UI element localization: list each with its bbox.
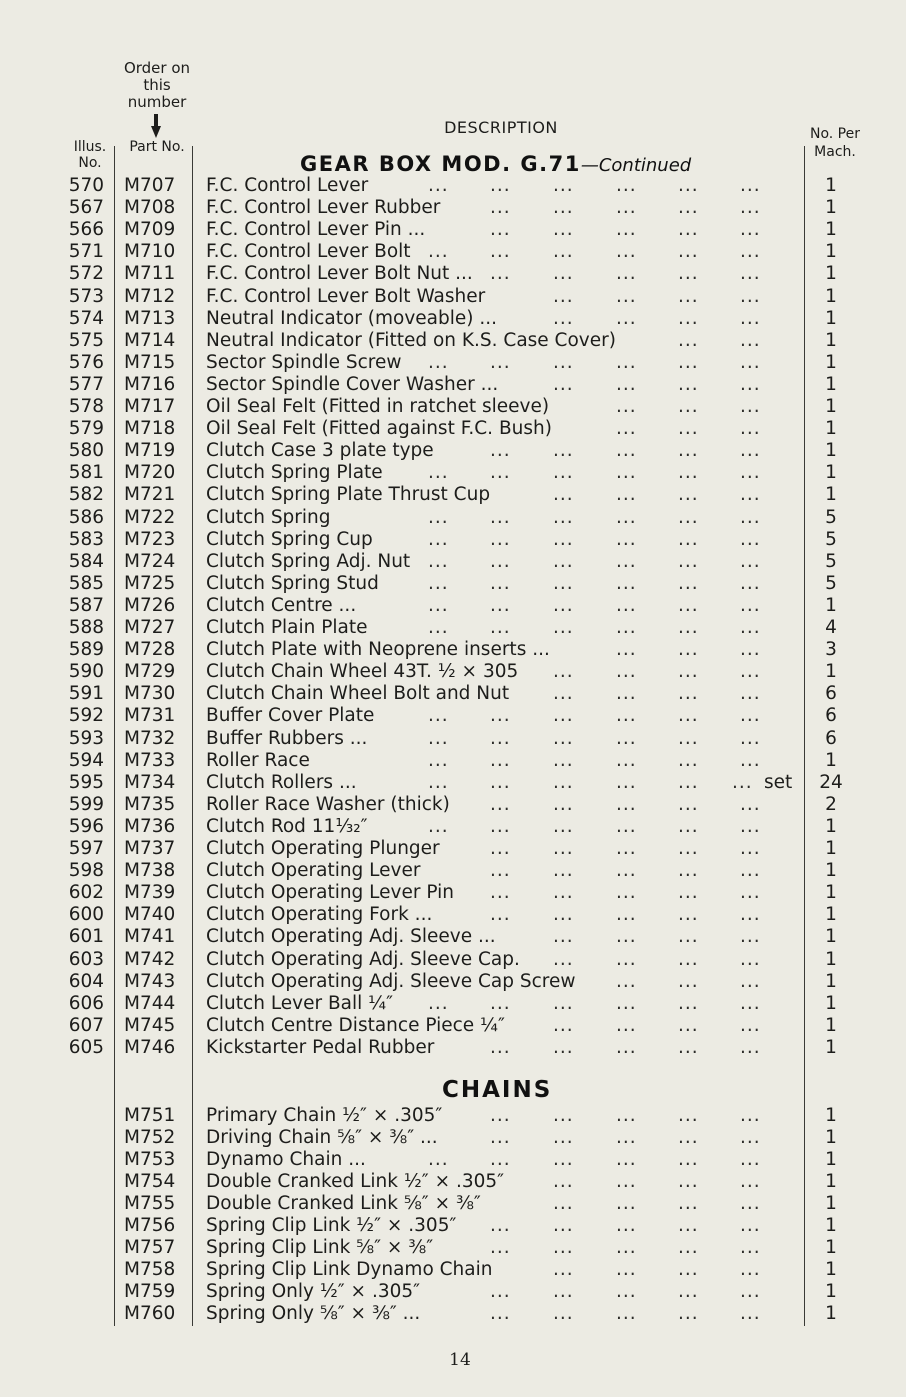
- table-row: M759 Spring Only ½″ × .305″ ... ... ... ... ... 1: [0, 1281, 906, 1303]
- quantity-per-machine: 24: [819, 771, 843, 793]
- part-number: M753: [124, 1149, 176, 1170]
- quantity-per-machine: 1: [825, 484, 837, 506]
- part-description: Roller Race: [206, 749, 310, 771]
- part-description: Spring Only ⅝″ × ⅜″ ...: [206, 1303, 421, 1324]
- table-row: 586 M722 Clutch Spring ... ... ... ... ... ... 5: [0, 507, 906, 529]
- part-number: M738: [124, 860, 176, 882]
- illus-number: 567: [68, 197, 104, 219]
- part-description: Clutch Operating Adj. Sleeve Cap.: [206, 948, 520, 970]
- table-row: 573 M712 F.C. Control Lever Bolt Washer ... ... ... ... 1: [0, 286, 906, 308]
- quantity-per-machine: 1: [825, 307, 837, 329]
- table-row: 584 M724 Clutch Spring Adj. Nut ... ... ... ... ... ... 5: [0, 551, 906, 573]
- part-number: M744: [124, 992, 176, 1014]
- table-row: 582 M721 Clutch Spring Plate Thrust Cup ... ... ... ... 1: [0, 484, 906, 506]
- part-number: M715: [124, 351, 176, 373]
- part-number: M711: [124, 263, 176, 285]
- table-row: 600 M740 Clutch Operating Fork ... ... ... ... ... ... 1: [0, 904, 906, 926]
- table-row: M753 Dynamo Chain ... ... ... ... ... ... ... 1: [0, 1149, 906, 1171]
- table-row: 579 M718 Oil Seal Felt (Fitted against F.C. Bush) ... ... ... 1: [0, 418, 906, 440]
- illus-number: 605: [68, 1036, 104, 1058]
- part-description: Spring Clip Link ½″ × .305″: [206, 1215, 457, 1236]
- part-number: M736: [124, 815, 176, 837]
- part-description: Primary Chain ½″ × .305″: [206, 1105, 443, 1126]
- part-number: M746: [124, 1036, 176, 1058]
- chains-section-title: CHAINS: [442, 1077, 553, 1103]
- part-no-header: Part No.: [129, 139, 185, 155]
- part-number: M713: [124, 307, 176, 329]
- quantity-per-machine: 1: [825, 1014, 837, 1036]
- quantity-per-machine: 4: [825, 617, 837, 638]
- quantity-per-machine: 1: [825, 418, 837, 440]
- table-row: 602 M739 Clutch Operating Lever Pin ... ... ... ... ... 1: [0, 882, 906, 904]
- part-description: Clutch Lever Ball ¼″: [206, 992, 394, 1014]
- quantity-per-machine: 1: [825, 440, 837, 462]
- quantity-per-machine: 6: [825, 727, 837, 749]
- illus-number: 582: [68, 484, 104, 506]
- table-row: M756 Spring Clip Link ½″ × .305″ ... ... ... ... ... 1: [0, 1215, 906, 1237]
- part-description: F.C. Control Lever Pin ...: [206, 219, 426, 241]
- quantity-per-machine: 5: [825, 528, 837, 550]
- part-number: M751: [124, 1105, 176, 1126]
- table-row: 599 M735 Roller Race Washer (thick) ... ... ... ... ... 2: [0, 794, 906, 816]
- part-description: Clutch Chain Wheel Bolt and Nut: [206, 683, 510, 705]
- part-number: M757: [124, 1237, 176, 1258]
- table-row: M751 Primary Chain ½″ × .305″ ... ... ... ... ... 1: [0, 1105, 906, 1127]
- quantity-per-machine: 1: [825, 1127, 837, 1148]
- part-number: M712: [124, 285, 176, 307]
- illus-number: 589: [68, 639, 104, 661]
- arrow-down-icon: [151, 114, 161, 138]
- table-row: 576 M715 Sector Spindle Screw ... ... ... ... ... ... 1: [0, 352, 906, 374]
- part-description: Sector Spindle Cover Washer ...: [206, 373, 499, 395]
- part-number: M734: [124, 771, 176, 793]
- table-row: M757 Spring Clip Link ⅝″ × ⅜″ ... ... ... ... ... 1: [0, 1237, 906, 1259]
- part-description: Buffer Rubbers ...: [206, 727, 368, 749]
- part-description: Spring Clip Link Dynamo Chain: [206, 1259, 493, 1280]
- quantity-per-machine: 1: [825, 462, 837, 484]
- quantity-per-machine: 1: [825, 197, 837, 219]
- part-number: M756: [124, 1215, 176, 1236]
- no-per-mach-header: No. Per Mach.: [809, 126, 860, 160]
- part-description: Clutch Rod 11¹⁄₃₂″: [206, 815, 368, 837]
- part-number: M755: [124, 1193, 176, 1214]
- part-description: Clutch Spring Stud: [206, 572, 379, 594]
- part-description: Double Cranked Link ⅝″ × ⅜″: [206, 1193, 481, 1214]
- part-description: Oil Seal Felt (Fitted in ratchet sleeve): [206, 396, 550, 417]
- part-number: M723: [124, 528, 176, 550]
- part-number: M725: [124, 572, 176, 594]
- part-number: M742: [124, 948, 176, 970]
- part-description: Clutch Centre ...: [206, 594, 357, 616]
- illus-number: 583: [68, 528, 104, 550]
- illus-number: 574: [68, 307, 104, 329]
- table-row: 583 M723 Clutch Spring Cup ... ... ... ... ... ... 5: [0, 529, 906, 551]
- illus-number: 596: [68, 815, 104, 837]
- quantity-per-machine: 1: [825, 1193, 837, 1214]
- illus-number: 579: [68, 418, 104, 440]
- illus-number: 576: [68, 351, 104, 373]
- quantity-per-machine: 1: [825, 1105, 837, 1126]
- part-description: Roller Race Washer (thick): [206, 793, 450, 815]
- illus-number: 592: [68, 705, 104, 727]
- quantity-per-machine: 1: [825, 594, 837, 616]
- illus-number: 598: [68, 860, 104, 882]
- table-row: 593 M732 Buffer Rubbers ... ... ... ... ... ... ... 6: [0, 728, 906, 750]
- table-row: 596 M736 Clutch Rod 11¹⁄₃₂″ ... ... ... ... ... ... 1: [0, 816, 906, 838]
- quantity-per-machine: 1: [825, 241, 837, 263]
- illus-number: 601: [68, 926, 104, 948]
- table-row: 598 M738 Clutch Operating Lever ... ... ... ... ... 1: [0, 860, 906, 882]
- part-description: Spring Only ½″ × .305″: [206, 1281, 421, 1302]
- illus-number: 607: [68, 1014, 104, 1036]
- table-row: 607 M745 Clutch Centre Distance Piece ¼″ ... ... ... ... 1: [0, 1015, 906, 1037]
- part-number: M717: [124, 396, 176, 417]
- part-number: M732: [124, 727, 176, 749]
- table-row: 580 M719 Clutch Case 3 plate type ... ... ... ... ... 1: [0, 440, 906, 462]
- table-row: 595 M734 Clutch Rollers ... ... ... ... ... ... ... set 24: [0, 772, 906, 794]
- part-number: M760: [124, 1303, 176, 1324]
- part-number: M745: [124, 1014, 176, 1036]
- part-number: M752: [124, 1127, 176, 1148]
- part-description: Clutch Rollers ...: [206, 771, 357, 793]
- part-description: F.C. Control Lever: [206, 175, 369, 196]
- table-row: M758 Spring Clip Link Dynamo Chain ... ... ... ... 1: [0, 1259, 906, 1281]
- part-description: Driving Chain ⅝″ × ⅜″ ...: [206, 1127, 438, 1148]
- table-row: 587 M726 Clutch Centre ... ... ... ... ... ... ... 1: [0, 595, 906, 617]
- part-description: Oil Seal Felt (Fitted against F.C. Bush): [206, 418, 552, 440]
- part-description: Clutch Spring Cup: [206, 528, 373, 550]
- quantity-per-machine: 1: [825, 285, 837, 307]
- part-description: Clutch Spring Plate: [206, 462, 383, 484]
- part-number: M728: [124, 639, 176, 661]
- illus-number: 578: [68, 396, 104, 417]
- quantity-per-machine: 1: [825, 1036, 837, 1058]
- quantity-per-machine: 1: [825, 1281, 837, 1302]
- illus-number: 595: [68, 771, 104, 793]
- table-row: 603 M742 Clutch Operating Adj. Sleeve Cap. ... ... ... ... 1: [0, 949, 906, 971]
- part-description: Buffer Cover Plate: [206, 705, 375, 727]
- part-description: Clutch Chain Wheel 43T. ½ × 305: [206, 661, 519, 683]
- quantity-per-machine: 1: [825, 175, 837, 196]
- part-number: M743: [124, 970, 176, 992]
- part-number: M754: [124, 1171, 176, 1192]
- quantity-per-machine: 1: [825, 219, 837, 241]
- table-row: 578 M717 Oil Seal Felt (Fitted in ratchet sleeve) ... ... ... 1: [0, 396, 906, 418]
- quantity-per-machine: 1: [825, 992, 837, 1014]
- quantity-per-machine: 1: [825, 815, 837, 837]
- quantity-per-machine: 5: [825, 506, 837, 528]
- part-number: M707: [124, 175, 176, 196]
- part-number: M741: [124, 926, 176, 948]
- part-number: M724: [124, 550, 176, 572]
- table-row: M752 Driving Chain ⅝″ × ⅜″ ... ... ... ... ... ... 1: [0, 1127, 906, 1149]
- quantity-per-machine: 1: [825, 1149, 837, 1170]
- illus-number: 570: [68, 175, 104, 196]
- quantity-per-machine: 1: [825, 396, 837, 417]
- part-description: Neutral Indicator (Fitted on K.S. Case Cover): [206, 329, 616, 351]
- part-description: Clutch Spring Plate Thrust Cup: [206, 484, 491, 506]
- part-description: F.C. Control Lever Bolt: [206, 241, 411, 263]
- part-description: Clutch Operating Adj. Sleeve ...: [206, 926, 496, 948]
- quantity-per-machine: 1: [825, 749, 837, 771]
- table-row: 570 M707 F.C. Control Lever ... ... ... ... ... ... 1: [0, 175, 906, 197]
- part-description: Clutch Operating Lever Pin: [206, 882, 454, 904]
- illus-number: 575: [68, 329, 104, 351]
- part-description: Clutch Plain Plate: [206, 617, 368, 638]
- part-description: Clutch Operating Fork ...: [206, 904, 433, 926]
- table-row: 591 M730 Clutch Chain Wheel Bolt and Nut ... ... ... ... 6: [0, 683, 906, 705]
- part-number: M733: [124, 749, 176, 771]
- illus-number: 566: [68, 219, 104, 241]
- table-row: 567 M708 F.C. Control Lever Rubber ... ... ... ... ... 1: [0, 197, 906, 219]
- table-row: 604 M743 Clutch Operating Adj. Sleeve Cap Screw ... ... ... 1: [0, 971, 906, 993]
- illus-number: 590: [68, 661, 104, 683]
- illus-number: 571: [68, 241, 104, 263]
- part-description: Dynamo Chain ...: [206, 1149, 366, 1170]
- illus-number: 584: [68, 550, 104, 572]
- quantity-per-machine: 5: [825, 572, 837, 594]
- quantity-per-machine: 1: [825, 838, 837, 859]
- part-description: Neutral Indicator (moveable) ...: [206, 307, 498, 329]
- order-label: Order on this number: [123, 59, 191, 111]
- table-row: 594 M733 Roller Race ... ... ... ... ... ... 1: [0, 750, 906, 772]
- gearbox-section-title: [300, 152, 691, 176]
- illus-number: 597: [68, 838, 104, 859]
- illus-number: 587: [68, 594, 104, 616]
- table-row: 589 M728 Clutch Plate with Neoprene inserts ... ... ... ... 3: [0, 639, 906, 661]
- part-description: Clutch Centre Distance Piece ¼″: [206, 1014, 505, 1036]
- illus-number: 577: [68, 373, 104, 395]
- quantity-per-machine: 1: [825, 926, 837, 948]
- illus-no-header: Illus. No.: [73, 139, 107, 171]
- part-number: M740: [124, 904, 176, 926]
- table-row: 601 M741 Clutch Operating Adj. Sleeve ... ... ... ... ... 1: [0, 926, 906, 948]
- part-number: M721: [124, 484, 176, 506]
- part-number: M719: [124, 440, 176, 462]
- part-number: M714: [124, 329, 176, 351]
- part-number: M722: [124, 506, 176, 528]
- continued-label: —Continued: [580, 155, 692, 176]
- part-description: Clutch Operating Plunger: [206, 838, 440, 859]
- quantity-per-machine: 1: [825, 351, 837, 373]
- part-description: Kickstarter Pedal Rubber: [206, 1036, 435, 1058]
- illus-number: 604: [68, 970, 104, 992]
- illus-number: 572: [68, 263, 104, 285]
- table-row: 606 M744 Clutch Lever Ball ¼″ ... ... ... ... ... ... 1: [0, 993, 906, 1015]
- table-row: 597 M737 Clutch Operating Plunger ... ... ... ... ... 1: [0, 838, 906, 860]
- part-description: Clutch Case 3 plate type: [206, 440, 434, 462]
- part-number: M731: [124, 705, 176, 727]
- part-description: Clutch Operating Adj. Sleeve Cap Screw: [206, 970, 576, 992]
- quantity-per-machine: 1: [825, 970, 837, 992]
- quantity-per-machine: 1: [825, 1259, 837, 1280]
- part-number: M759: [124, 1281, 176, 1302]
- part-description: Clutch Spring Adj. Nut: [206, 550, 411, 572]
- part-description: Clutch Operating Lever: [206, 860, 421, 882]
- table-row: M754 Double Cranked Link ½″ × .305″ ... ... ... ... 1: [0, 1171, 906, 1193]
- table-row: 581 M720 Clutch Spring Plate ... ... ... ... ... ... 1: [0, 462, 906, 484]
- part-description: Clutch Spring: [206, 506, 331, 528]
- part-description: Sector Spindle Screw: [206, 351, 402, 373]
- illus-number: 600: [68, 904, 104, 926]
- table-row: 577 M716 Sector Spindle Cover Washer ... ... ... ... ... 1: [0, 374, 906, 396]
- table-row: 571 M710 F.C. Control Lever Bolt ... ... ... ... ... ... 1: [0, 241, 906, 263]
- illus-number: 593: [68, 727, 104, 749]
- part-description: Double Cranked Link ½″ × .305″: [206, 1171, 505, 1192]
- illus-number: 588: [68, 617, 104, 638]
- illus-number: 602: [68, 882, 104, 904]
- table-row: 585 M725 Clutch Spring Stud ... ... ... ... ... ... 5: [0, 573, 906, 595]
- gearbox-title-text: GEAR BOX MOD. G.71: [300, 152, 581, 176]
- part-description: Spring Clip Link ⅝″ × ⅜″: [206, 1237, 434, 1258]
- part-description: F.C. Control Lever Rubber: [206, 197, 441, 219]
- part-number: M710: [124, 241, 176, 263]
- table-row: 588 M727 Clutch Plain Plate ... ... ... ... ... ... 4: [0, 617, 906, 639]
- quantity-per-machine: 1: [825, 1303, 837, 1324]
- part-number: M737: [124, 838, 176, 859]
- table-row: 605 M746 Kickstarter Pedal Rubber ... ... ... ... ... 1: [0, 1037, 906, 1059]
- quantity-per-machine: 6: [825, 683, 837, 705]
- illus-number: 606: [68, 992, 104, 1014]
- part-description: F.C. Control Lever Bolt Nut ...: [206, 263, 473, 285]
- quantity-per-machine: 1: [825, 948, 837, 970]
- table-row: 572 M711 F.C. Control Lever Bolt Nut ... ... ... ... ... ... 1: [0, 263, 906, 285]
- table-row: 575 M714 Neutral Indicator (Fitted on K.S. Case Cover) ... ... 1: [0, 330, 906, 352]
- part-number: M709: [124, 219, 176, 241]
- illus-number: 586: [68, 506, 104, 528]
- part-number: M758: [124, 1259, 176, 1280]
- set-label: set: [764, 771, 793, 793]
- part-description: Clutch Plate with Neoprene inserts ...: [206, 639, 550, 661]
- part-number: M708: [124, 197, 176, 219]
- table-row: 574 M713 Neutral Indicator (moveable) ... ... ... ... ... 1: [0, 308, 906, 330]
- quantity-per-machine: 1: [825, 1237, 837, 1258]
- part-number: M729: [124, 661, 176, 683]
- illus-number: 594: [68, 749, 104, 771]
- quantity-per-machine: 1: [825, 329, 837, 351]
- part-number: M730: [124, 683, 176, 705]
- quantity-per-machine: 1: [825, 904, 837, 926]
- quantity-per-machine: 5: [825, 550, 837, 572]
- table-row: M755 Double Cranked Link ⅝″ × ⅜″ ... ... ... ... 1: [0, 1193, 906, 1215]
- illus-number: 581: [68, 462, 104, 484]
- quantity-per-machine: 1: [825, 882, 837, 904]
- description-header: DESCRIPTION: [444, 118, 558, 137]
- quantity-per-machine: 1: [825, 1215, 837, 1236]
- quantity-per-machine: 3: [825, 639, 837, 661]
- part-number: M739: [124, 882, 176, 904]
- quantity-per-machine: 1: [825, 373, 837, 395]
- illus-number: 580: [68, 440, 104, 462]
- part-number: M735: [124, 793, 176, 815]
- part-number: M720: [124, 462, 176, 484]
- quantity-per-machine: 1: [825, 860, 837, 882]
- quantity-per-machine: 2: [825, 793, 837, 815]
- quantity-per-machine: 1: [825, 1171, 837, 1192]
- quantity-per-machine: 1: [825, 263, 837, 285]
- table-row: 590 M729 Clutch Chain Wheel 43T. ½ × 305 ... ... ... ... 1: [0, 661, 906, 683]
- page-number: 14: [449, 1350, 471, 1370]
- part-number: M726: [124, 594, 176, 616]
- part-number: M727: [124, 617, 176, 638]
- illus-number: 603: [68, 948, 104, 970]
- illus-number: 591: [68, 683, 104, 705]
- table-row: 592 M731 Buffer Cover Plate ... ... ... ... ... ... 6: [0, 705, 906, 727]
- quantity-per-machine: 6: [825, 705, 837, 727]
- part-description: F.C. Control Lever Bolt Washer: [206, 285, 486, 307]
- illus-number: 573: [68, 285, 104, 307]
- illus-number: 599: [68, 793, 104, 815]
- table-row: 566 M709 F.C. Control Lever Pin ... ... ... ... ... ... 1: [0, 219, 906, 241]
- part-number: M718: [124, 418, 176, 440]
- illus-number: 585: [68, 572, 104, 594]
- table-row: M760 Spring Only ⅝″ × ⅜″ ... ... ... ... ... ... 1: [0, 1303, 906, 1325]
- part-number: M716: [124, 373, 176, 395]
- quantity-per-machine: 1: [825, 661, 837, 683]
